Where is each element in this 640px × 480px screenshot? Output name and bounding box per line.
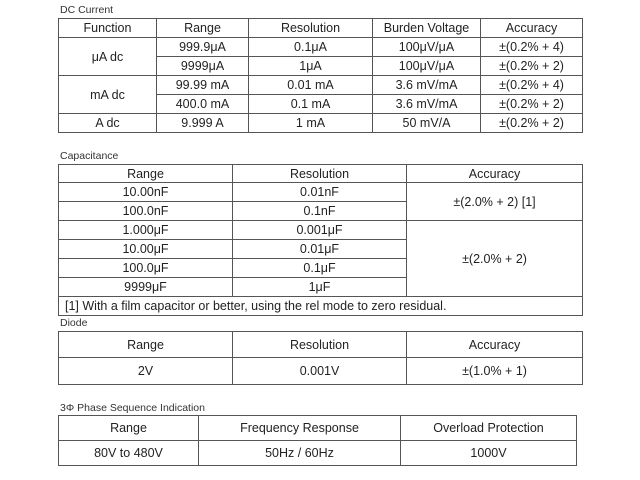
header-resolution: Resolution bbox=[249, 19, 373, 38]
frequency-cell: 50Hz / 60Hz bbox=[199, 441, 401, 466]
dc-current-title: DC Current bbox=[60, 4, 114, 16]
function-cell: μA dc bbox=[59, 38, 157, 76]
accuracy-cell: ±(0.2% + 4) bbox=[481, 76, 583, 95]
header-range: Range bbox=[59, 165, 233, 183]
range-cell: 80V to 480V bbox=[59, 441, 199, 466]
resolution-cell: 0.1 mA bbox=[249, 95, 373, 114]
resolution-cell: 0.1μA bbox=[249, 38, 373, 57]
footnote: [1] With a film capacitor or better, using the rel mode to zero residual. bbox=[59, 297, 583, 316]
phase-title: 3Φ Phase Sequence Indication bbox=[60, 402, 205, 414]
dc-current-table bbox=[58, 18, 583, 133]
header-range: Range bbox=[59, 332, 233, 358]
burden-cell: 100μV/μA bbox=[373, 38, 481, 57]
burden-cell: 3.6 mV/mA bbox=[373, 95, 481, 114]
burden-cell: 100μV/μA bbox=[373, 57, 481, 76]
resolution-cell: 0.001V bbox=[233, 358, 407, 385]
burden-cell: 50 mV/A bbox=[373, 114, 481, 133]
capacitance-title: Capacitance bbox=[60, 150, 119, 162]
accuracy-cell: ±(1.0% + 1) bbox=[407, 358, 583, 385]
resolution-cell: 1μF bbox=[233, 278, 407, 297]
range-cell: 2V bbox=[59, 358, 233, 385]
table-row bbox=[59, 358, 583, 385]
range-cell: 10.00nF bbox=[59, 183, 233, 202]
header-resolution: Resolution bbox=[233, 332, 407, 358]
burden-cell: 3.6 mV/mA bbox=[373, 76, 481, 95]
accuracy-cell: ±(0.2% + 4) bbox=[481, 38, 583, 57]
resolution-cell: 1 mA bbox=[249, 114, 373, 133]
header-overload-protection: Overload Protection bbox=[401, 416, 577, 441]
header-accuracy: Accuracy bbox=[407, 165, 583, 183]
accuracy-cell: ±(0.2% + 2) bbox=[481, 95, 583, 114]
resolution-cell: 0.1nF bbox=[233, 202, 407, 221]
resolution-cell: 1μA bbox=[249, 57, 373, 76]
table-row bbox=[59, 221, 583, 240]
accuracy-cell: ±(2.0% + 2) [1] bbox=[407, 183, 583, 221]
table-row bbox=[59, 441, 577, 466]
resolution-cell: 0.01 mA bbox=[249, 76, 373, 95]
capacitance-table bbox=[58, 164, 583, 316]
range-cell: 10.00μF bbox=[59, 240, 233, 259]
range-cell: 1.000μF bbox=[59, 221, 233, 240]
range-cell: 100.0nF bbox=[59, 202, 233, 221]
resolution-cell: 0.001μF bbox=[233, 221, 407, 240]
diode-title: Diode bbox=[60, 317, 88, 329]
range-cell: 100.0μF bbox=[59, 259, 233, 278]
header-accuracy: Accuracy bbox=[481, 19, 583, 38]
resolution-cell: 0.1μF bbox=[233, 259, 407, 278]
header-accuracy: Accuracy bbox=[407, 332, 583, 358]
accuracy-cell: ±(2.0% + 2) bbox=[407, 221, 583, 297]
accuracy-cell: ±(0.2% + 2) bbox=[481, 57, 583, 76]
table-row bbox=[59, 183, 583, 202]
table-row bbox=[59, 38, 583, 57]
header-burden-voltage: Burden Voltage bbox=[373, 19, 481, 38]
resolution-cell: 0.01μF bbox=[233, 240, 407, 259]
header-range: Range bbox=[157, 19, 249, 38]
header-range: Range bbox=[59, 416, 199, 441]
range-cell: 400.0 mA bbox=[157, 95, 249, 114]
overload-cell: 1000V bbox=[401, 441, 577, 466]
header-resolution: Resolution bbox=[233, 165, 407, 183]
function-cell: A dc bbox=[59, 114, 157, 133]
range-cell: 99.99 mA bbox=[157, 76, 249, 95]
table-row bbox=[59, 76, 583, 95]
resolution-cell: 0.01nF bbox=[233, 183, 407, 202]
diode-table bbox=[58, 331, 583, 385]
header-frequency-response: Frequency Response bbox=[199, 416, 401, 441]
range-cell: 9999μA bbox=[157, 57, 249, 76]
function-cell: mA dc bbox=[59, 76, 157, 114]
footnote-row bbox=[59, 297, 583, 316]
header-function: Function bbox=[59, 19, 157, 38]
range-cell: 999.9μA bbox=[157, 38, 249, 57]
range-cell: 9.999 A bbox=[157, 114, 249, 133]
accuracy-cell: ±(0.2% + 2) bbox=[481, 114, 583, 133]
table-row bbox=[59, 114, 583, 133]
range-cell: 9999μF bbox=[59, 278, 233, 297]
phase-table bbox=[58, 415, 577, 466]
